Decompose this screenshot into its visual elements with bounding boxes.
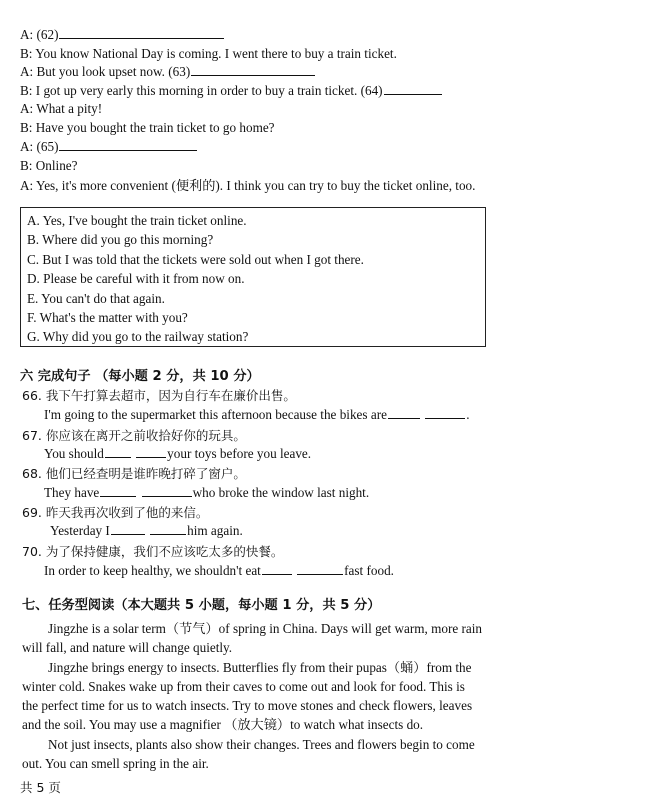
dialogue-text: B: I got up very early this morning in order to buy a train ticket. (64) [20, 83, 383, 98]
answer-blank[interactable] [388, 406, 420, 419]
passage-line: Jingzhe brings energy to insects. Butterflies fly from their pupas（蛹）from the [48, 660, 472, 675]
answer-blank[interactable] [425, 406, 465, 419]
page-footer: 共 5 页 [20, 780, 61, 795]
sentence-end: who broke the window last night. [192, 485, 370, 500]
question-chinese: 69. 昨天我再次收到了他的来信。 [22, 505, 209, 520]
option-item: D. Please be careful with it from now on. [27, 271, 245, 287]
dialogue-text: A: (62) [20, 27, 59, 42]
question-english [44, 445, 311, 463]
question-english [44, 484, 369, 502]
question-chinese: 68. 他们已经查明是谁昨晚打碎了窗户。 [22, 466, 246, 481]
sentence-start: They have [44, 485, 100, 500]
sentence-end: . [466, 407, 470, 422]
option-item: F. What's the matter with you? [27, 310, 188, 325]
dialogue-line [20, 157, 78, 175]
answer-blank[interactable] [262, 562, 292, 575]
answer-blank[interactable] [136, 445, 166, 458]
dialogue-text: A: What a pity! [20, 101, 103, 116]
dialogue-text: A: Yes, it's more convenient (便利的). I think you can try to buy the ticket online, too. [20, 178, 476, 193]
dialogue-text: A: (65) [20, 139, 59, 154]
sentence-start: Yesterday I [50, 523, 110, 538]
question-english [44, 562, 394, 580]
passage-line: Not just insects, plants also show their changes. Trees and flowers begin to come [48, 737, 475, 752]
dialogue-line [20, 100, 102, 118]
section-7-title: 七、任务型阅读（本大题共 5 小题，每小题 1 分，共 5 分） [22, 598, 381, 613]
passage-line: and the soil. You may use a magnifier （放大镜）to watch what insects do. [22, 717, 424, 732]
dialogue-line [20, 82, 443, 100]
answer-blank[interactable] [150, 522, 186, 535]
dialogue-text: B: Online? [20, 158, 78, 173]
dialogue-line [20, 138, 198, 156]
question-english [44, 406, 470, 424]
option-item: G. Why did you go to the railway station? [27, 329, 249, 345]
answer-blank[interactable] [105, 445, 131, 458]
question-chinese: 70. 为了保持健康，我们不应该吃太多的快餐。 [22, 544, 284, 559]
option-item: E. You can't do that again. [27, 290, 165, 306]
option-item: B. Where did you go this morning? [27, 232, 214, 248]
dialogue-line [20, 26, 225, 44]
options-box [20, 207, 486, 347]
answer-blank[interactable] [191, 63, 315, 76]
sentence-start: In order to keep healthy, we shouldn't eat [44, 563, 261, 578]
sentence-start: You should [44, 446, 104, 461]
sentence-start: I'm going to the supermarket this afternoon because the bikes are [44, 407, 387, 422]
option-item: C. But I was told that the tickets were sold out when I got there. [27, 251, 364, 267]
section-6-title: 六 完成句子 （每小题 2 分，共 10 分） [20, 369, 260, 384]
question-chinese: 66. 我下午打算去超市，因为自行车在廉价出售。 [22, 388, 296, 403]
passage-line: the perfect time for us to watch insects. Try to move stones and check flowers, leaves [22, 698, 473, 713]
dialogue-text: B: Have you bought the train ticket to go home? [20, 120, 275, 135]
sentence-end: your toys before you leave. [167, 446, 312, 461]
passage-line: out. You can smell spring in the air. [22, 756, 209, 771]
dialogue-line [20, 45, 397, 63]
answer-blank[interactable] [111, 522, 145, 535]
answer-blank[interactable] [384, 82, 442, 95]
sentence-end: fast food. [344, 563, 394, 578]
answer-blank[interactable] [142, 484, 192, 497]
answer-blank[interactable] [297, 562, 343, 575]
dialogue-text: B: You know National Day is coming. I went there to buy a train ticket. [20, 46, 397, 61]
dialogue-line [20, 119, 275, 137]
option-item: A. Yes, I've bought the train ticket online. [27, 213, 247, 228]
passage-line: winter cold. Snakes wake up from their caves to come out and look for food. This is [22, 679, 465, 694]
question-english [50, 522, 243, 540]
answer-blank[interactable] [100, 484, 136, 497]
passage-line: will fall, and nature will change quietly. [22, 640, 233, 655]
dialogue-text: A: But you look upset now. (63) [20, 64, 191, 79]
answer-blank[interactable] [59, 26, 224, 39]
answer-blank[interactable] [59, 138, 197, 151]
dialogue-line [20, 63, 316, 81]
dialogue-line [20, 177, 475, 195]
passage-line: Jingzhe is a solar term（节气）of spring in China. Days will get warm, more rain [48, 621, 483, 636]
question-chinese: 67. 你应该在离开之前收拾好你的玩具。 [22, 428, 246, 443]
sentence-end: him again. [187, 523, 243, 538]
